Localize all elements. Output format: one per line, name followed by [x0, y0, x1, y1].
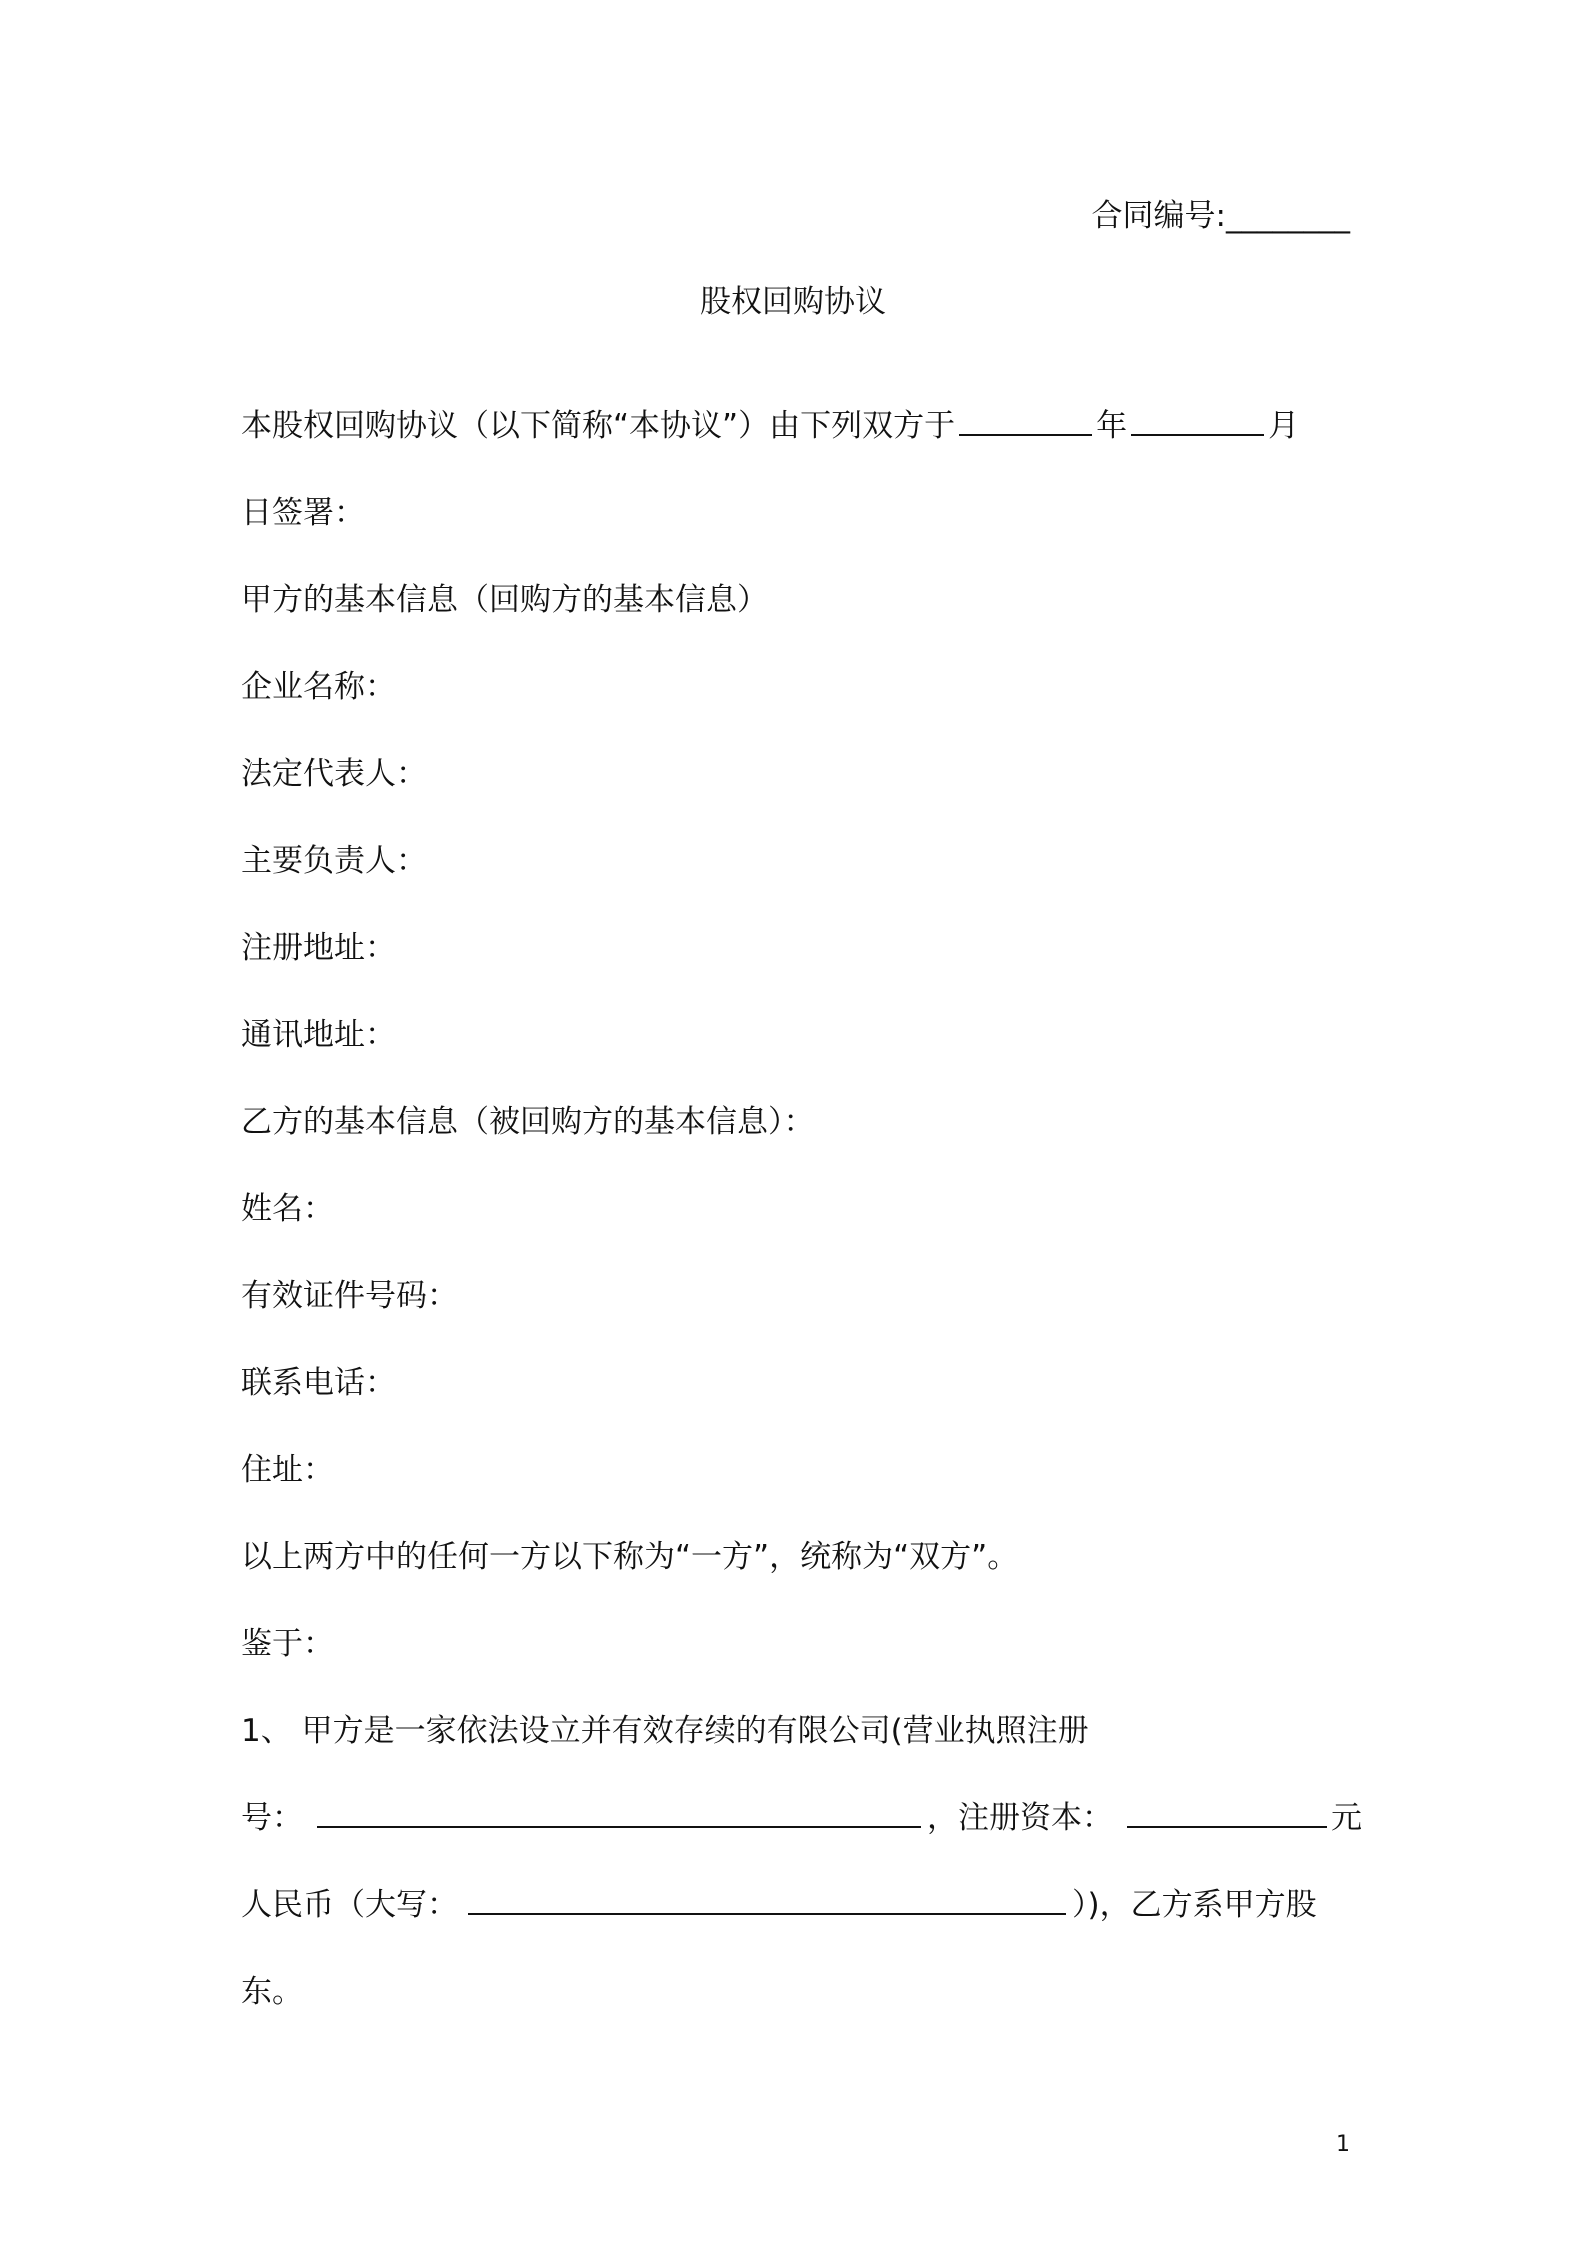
intro-line — [241, 400, 1351, 487]
reg-no-blank — [317, 1792, 921, 1828]
clause-1-line-2 — [241, 1792, 1362, 1879]
document-title: 股权回购协议 — [700, 284, 886, 320]
intro-text: 本股权回购协议（以下简称“本协议”）由下列双方于 — [241, 408, 956, 444]
page-number: 1 — [1336, 2132, 1350, 2157]
contract-number: 合同编号:________ — [1091, 198, 1350, 234]
clause-1-line-1: 1、 甲方是一家依法设立并有效存续的有限公司(营业执照注册 — [241, 1713, 1089, 1749]
mailing-address-label: 通讯地址： — [241, 1017, 396, 1053]
document-body — [241, 400, 1362, 2053]
intro-continuation: 日签署： — [241, 495, 365, 531]
legal-representative-label: 法定代表人： — [241, 756, 427, 792]
id-number-label: 有效证件号码： — [241, 1278, 458, 1314]
year-blank — [959, 400, 1092, 436]
currency-suffix: 元 — [1331, 1800, 1362, 1836]
rmb-upper-label: 人民币（大写： — [241, 1887, 458, 1923]
rmb-upper-close: ）)，乙方系甲方股 — [1072, 1887, 1317, 1923]
whereas-label: 鉴于： — [241, 1626, 334, 1662]
rmb-upper-blank — [468, 1879, 1066, 1915]
party-b-heading: 乙方的基本信息（被回购方的基本信息）： — [241, 1104, 815, 1140]
party-a-heading: 甲方的基本信息（回购方的基本信息） — [241, 582, 768, 618]
parties-note: 以上两方中的任何一方以下称为“一方”，统称为“双方”。 — [241, 1539, 1019, 1575]
principal-label: 主要负责人： — [241, 843, 427, 879]
clause-1-line-4: 东。 — [241, 1974, 303, 2010]
clause-1-line-3 — [241, 1879, 1351, 1966]
year-label: 年 — [1096, 408, 1128, 444]
address-label: 住址： — [241, 1452, 334, 1488]
month-label: 月 — [1268, 408, 1300, 444]
month-blank — [1131, 400, 1264, 436]
capital-blank — [1127, 1792, 1327, 1828]
name-label: 姓名： — [241, 1191, 334, 1227]
capital-label: ，注册资本： — [927, 1800, 1113, 1836]
reg-no-label: 号： — [241, 1800, 303, 1836]
company-name-label: 企业名称： — [241, 669, 396, 705]
phone-label: 联系电话： — [241, 1365, 396, 1401]
registered-address-label: 注册地址： — [241, 930, 396, 966]
